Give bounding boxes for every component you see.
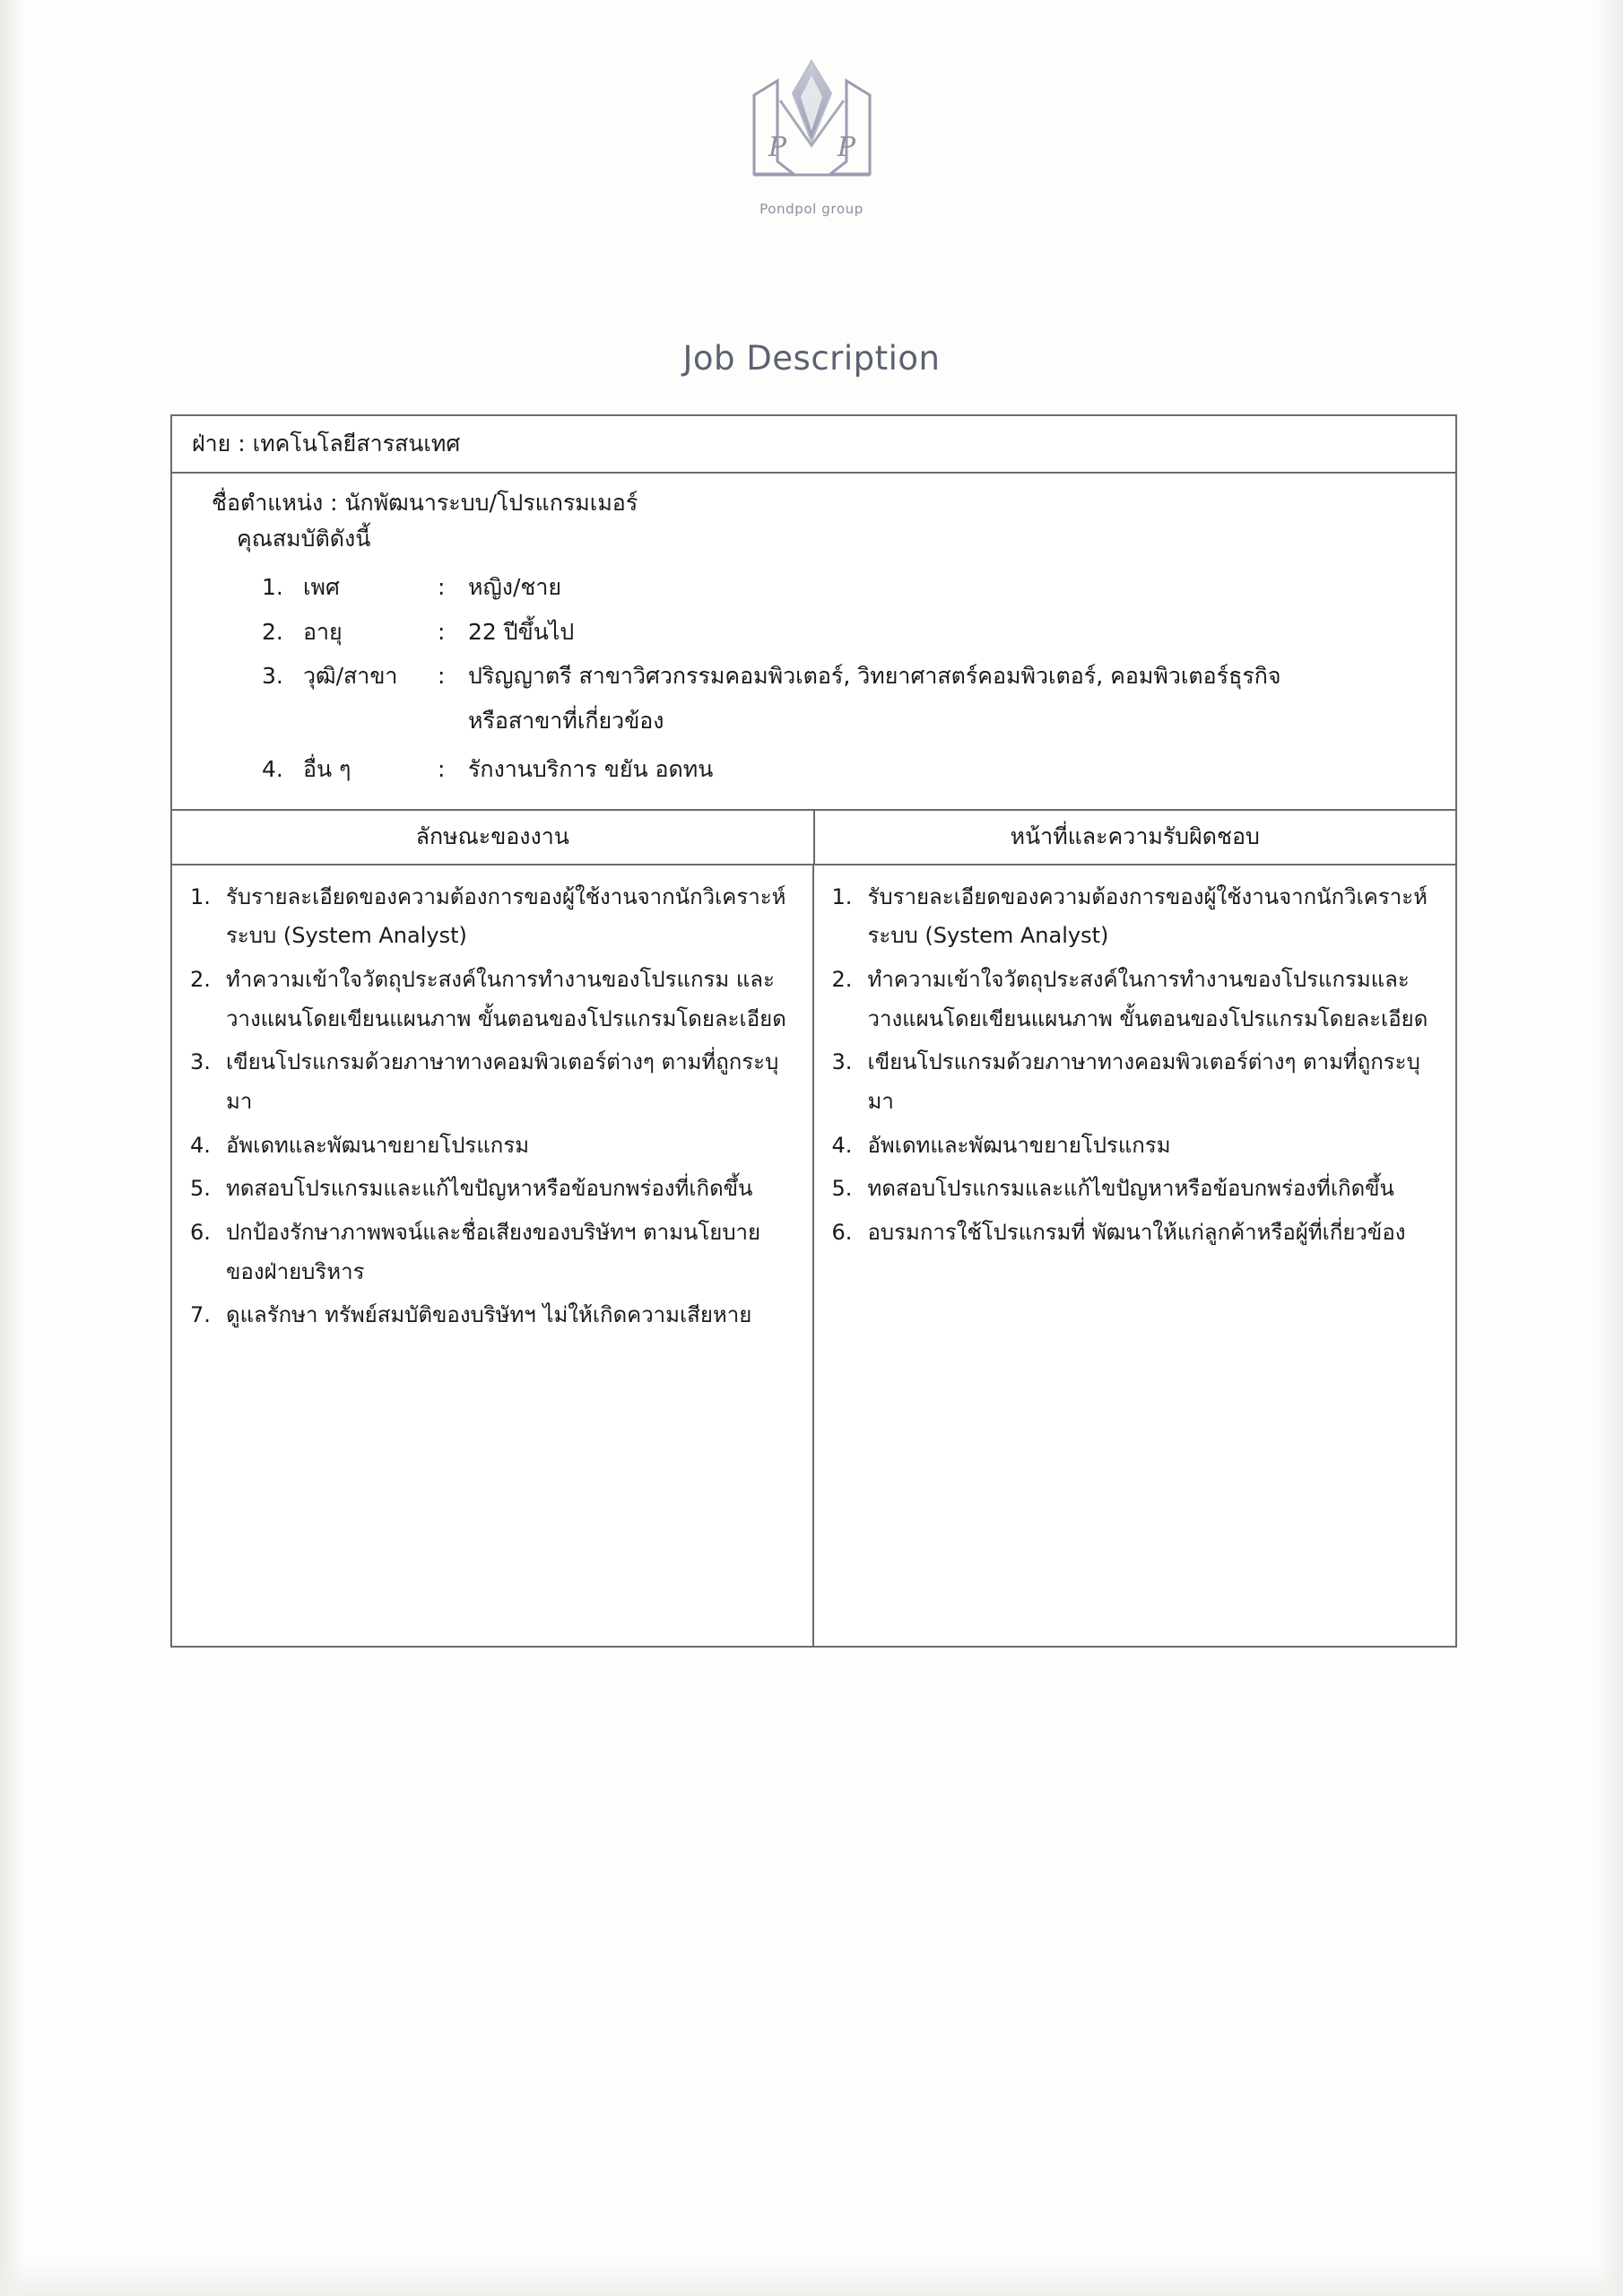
list-item bbox=[185, 1296, 794, 1335]
column-header-responsibilities: หน้าที่และความรับผิดชอบ bbox=[1010, 822, 1260, 849]
item-text: รับรายละเอียดของความต้องการของผู้ใช้งานจากนักวิเคราะห์ระบบ (System Analyst) bbox=[867, 883, 1428, 949]
company-logo bbox=[0, 56, 1623, 217]
responsibilities-list bbox=[827, 878, 1438, 1253]
item-number: 6. bbox=[831, 1219, 853, 1245]
qualification-label: อายุ bbox=[303, 618, 343, 645]
list-item bbox=[827, 1043, 1438, 1121]
item-text: เขียนโปรแกรมด้วยภาษาทางคอมพิวเตอร์ต่างๆ ตามที่ถูกระบุมา bbox=[226, 1049, 779, 1114]
qualification-list bbox=[192, 568, 1455, 696]
list-item bbox=[185, 961, 794, 1039]
qualification-colon: : bbox=[438, 755, 446, 782]
item-number: 6. bbox=[190, 1219, 211, 1245]
svg-text:P: P bbox=[768, 132, 786, 163]
qualification-colon: : bbox=[438, 618, 446, 645]
item-text: อบรมการใช้โปรแกรมที่ พัฒนาให้แก่ลูกค้าหรือผู้ที่เกี่ยวข้อง bbox=[867, 1219, 1406, 1245]
list-item bbox=[192, 568, 1455, 607]
item-text: ทดสอบโปรแกรมและแก้ไขปัญหาหรือข้อบกพร่องที่เกิดขึ้น bbox=[867, 1176, 1394, 1202]
qualification-colon: : bbox=[438, 663, 446, 690]
item-text: ทดสอบโปรแกรมและแก้ไขปัญหาหรือข้อบกพร่องที่เกิดขึ้น bbox=[226, 1176, 753, 1202]
position-row: ชื่อตำแหน่ง : นักพัฒนาระบบ/โปรแกรมเมอร์ bbox=[212, 489, 638, 516]
job-nature-column bbox=[172, 865, 814, 1646]
item-number: 1. bbox=[831, 883, 853, 909]
list-item bbox=[827, 961, 1438, 1039]
item-text: อัพเดทและพัฒนาขยายโปรแกรม bbox=[226, 1132, 530, 1158]
item-number: 4. bbox=[190, 1132, 211, 1158]
list-item bbox=[827, 1213, 1438, 1253]
svg-text:P: P bbox=[837, 132, 855, 163]
qualification-label: เพศ bbox=[303, 573, 340, 600]
qualification-heading: คุณสมบัติดังนี้ bbox=[237, 526, 371, 552]
qualification-value: 22 ปีขึ้นไป bbox=[468, 618, 575, 645]
qualification-colon: : bbox=[438, 573, 446, 600]
item-number: 5. bbox=[190, 1176, 211, 1202]
pondpol-logo-icon bbox=[738, 56, 886, 199]
qualification-number: 1. bbox=[262, 573, 283, 600]
job-nature-list bbox=[185, 878, 794, 1335]
qualification-value-continued: หรือสาขาที่เกี่ยวข้อง bbox=[468, 708, 664, 734]
item-number: 2. bbox=[831, 966, 853, 992]
qualification-value: ปริญญาตรี สาขาวิศวกรรมคอมพิวเตอร์, วิทยาศาสตร์คอมพิวเตอร์, คอมพิวเตอร์ธุรกิจ bbox=[468, 663, 1281, 690]
list-item bbox=[192, 750, 1455, 789]
list-item bbox=[185, 1126, 794, 1166]
qualification-number: 3. bbox=[262, 663, 283, 690]
item-text: ทำความเข้าใจวัตถุประสงค์ในการทำงานของโปรแกรม และวางแผนโดยเขียนแผนภาพ ขั้นตอนของโปรแกรมโดยละเอียด bbox=[226, 966, 786, 1031]
item-text: ดูแลรักษา ทรัพย์สมบัติของบริษัทฯ ไม่ให้เกิดความเสียหาย bbox=[226, 1302, 752, 1328]
list-item bbox=[192, 657, 1455, 696]
list-item bbox=[185, 1213, 794, 1292]
page-title: Job Description bbox=[682, 339, 941, 378]
list-item bbox=[185, 1043, 794, 1121]
item-number: 1. bbox=[190, 883, 211, 909]
qualification-block bbox=[172, 474, 1455, 811]
columns-body bbox=[172, 865, 1455, 1646]
item-text: ปกป้องรักษาภาพพจน์และชื่อเสียงของบริษัทฯ ตามนโยบายของฝ่ายบริหาร bbox=[226, 1219, 761, 1284]
list-item bbox=[827, 1126, 1438, 1166]
item-text: อัพเดทและพัฒนาขยายโปรแกรม bbox=[867, 1132, 1171, 1158]
qualification-number: 4. bbox=[262, 755, 283, 782]
column-headers bbox=[172, 811, 1455, 865]
list-item bbox=[185, 1170, 794, 1209]
item-text: ทำความเข้าใจวัตถุประสงค์ในการทำงานของโปรแกรมและวางแผนโดยเขียนแผนภาพ ขั้นตอนของโปรแกรมโดยละเอียด bbox=[867, 966, 1428, 1031]
job-description-table bbox=[170, 414, 1457, 1648]
qualification-list-continued bbox=[192, 750, 1455, 789]
logo-caption: Pondpol group bbox=[759, 201, 864, 217]
column-header-job-nature: ลักษณะของงาน bbox=[172, 811, 815, 864]
item-text: รับรายละเอียดของความต้องการของผู้ใช้งานจากนักวิเคราะห์ระบบ (System Analyst) bbox=[226, 883, 786, 949]
item-number: 5. bbox=[831, 1176, 853, 1202]
list-item bbox=[827, 1170, 1438, 1209]
list-item bbox=[185, 878, 794, 956]
qualification-label: วุฒิ/สาขา bbox=[303, 663, 398, 690]
qualification-label: อื่น ๆ bbox=[303, 755, 352, 782]
responsibilities-column bbox=[814, 865, 1456, 1646]
item-number: 2. bbox=[190, 966, 211, 992]
qualification-value: รักงานบริการ ขยัน อดทน bbox=[468, 755, 714, 782]
qualification-value: หญิง/ชาย bbox=[468, 573, 562, 600]
item-number: 4. bbox=[831, 1132, 853, 1158]
list-item bbox=[827, 878, 1438, 956]
qualification-number: 2. bbox=[262, 618, 283, 645]
item-text: เขียนโปรแกรมด้วยภาษาทางคอมพิวเตอร์ต่างๆ ตามที่ถูกระบุมา bbox=[867, 1049, 1420, 1114]
item-number: 3. bbox=[190, 1049, 211, 1075]
scan-edge-bottom bbox=[0, 2260, 1623, 2296]
department-row: ฝ่าย : เทคโนโลยีสารสนเทศ bbox=[172, 416, 1455, 474]
item-number: 3. bbox=[831, 1049, 853, 1075]
list-item bbox=[192, 613, 1455, 652]
item-number: 7. bbox=[190, 1302, 211, 1328]
